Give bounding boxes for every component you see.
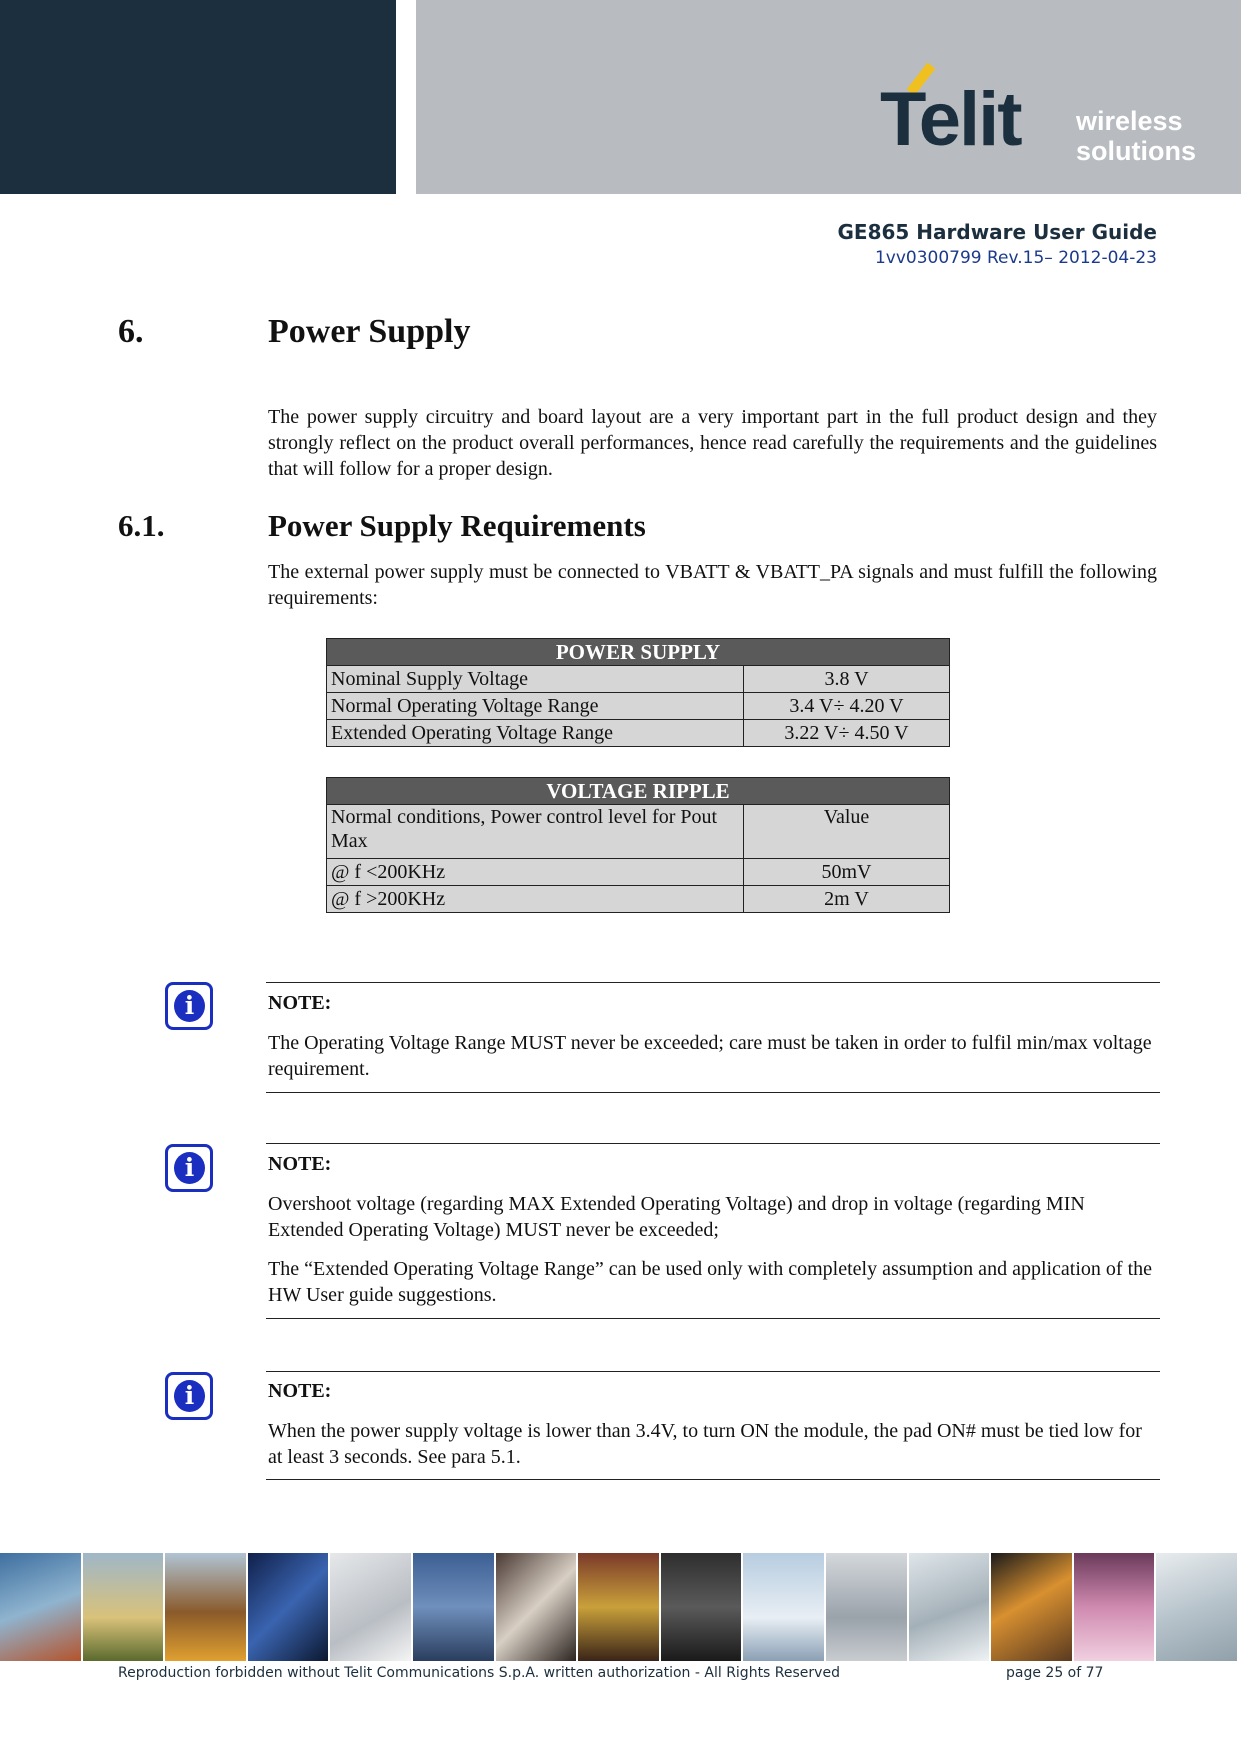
document-title: GE865 Hardware User Guide: [837, 220, 1157, 244]
voltage-ripple-table-header: VOLTAGE RIPPLE: [327, 778, 950, 805]
note-top-rule: [266, 982, 1160, 983]
footer-photo: [83, 1553, 164, 1661]
section-intro: The power supply circuitry and board layout are a very important part in the full product design and they strongly reflect on the product overall performances, hence read carefully the requirements and the guidelines that will follow for a proper design.: [268, 406, 1157, 480]
footer-photo: [661, 1553, 742, 1661]
table-cell-label: @ f >200KHz: [327, 886, 744, 913]
table-cell-value: 2m V: [744, 886, 950, 913]
table-cell-label: @ f <200KHz: [327, 859, 744, 886]
logo-tagline: [1076, 106, 1196, 166]
note-heading: NOTE:: [268, 1153, 332, 1175]
subsection-title: Power Supply Requirements: [268, 508, 646, 543]
footer-photo: [578, 1553, 659, 1661]
section-title: Power Supply: [268, 313, 471, 350]
info-icon: i: [165, 1144, 213, 1192]
table-cell-label: Normal conditions, Power control level for Pout Max: [327, 805, 744, 859]
footer-photo: [1074, 1553, 1155, 1661]
info-icon: i: [165, 1372, 213, 1420]
table-cell-value: 3.4 V÷ 4.20 V: [744, 693, 950, 720]
footer-photo: [330, 1553, 411, 1661]
logo-tagline-line-2: solutions: [1076, 136, 1196, 166]
footer-photo: [991, 1553, 1072, 1661]
table-cell-value: 50mV: [744, 859, 950, 886]
footer-page-number: page 25 of 77: [1006, 1665, 1104, 1681]
table-row: [327, 693, 950, 720]
footer-photo: [165, 1553, 246, 1661]
subsection-intro: The external power supply must be connected to VBATT & VBATT_PA signals and must fulfill the following requirements:: [268, 561, 1157, 609]
table-row: [327, 859, 950, 886]
footer-photo: [909, 1553, 990, 1661]
table-cell-value: Value: [744, 805, 950, 859]
note-top-rule: [266, 1143, 1160, 1144]
power-supply-table-header: POWER SUPPLY: [327, 639, 950, 666]
footer-copyright: Reproduction forbidden without Telit Communications S.p.A. written authorization - All Rights Reserved: [118, 1665, 840, 1681]
note-bottom-rule: [266, 1318, 1160, 1319]
table-row: [327, 886, 950, 913]
table-row: [327, 720, 950, 747]
table-cell-value: 3.22 V÷ 4.50 V: [744, 720, 950, 747]
note-heading: NOTE:: [268, 1380, 332, 1402]
table-cell-label: Nominal Supply Voltage: [327, 666, 744, 693]
table-cell-value: 3.8 V: [744, 666, 950, 693]
footer-photo: [413, 1553, 494, 1661]
note-text: The “Extended Operating Voltage Range” can be used only with completely assumption and application of the HW User guide suggestions.: [268, 1258, 1153, 1306]
table-cell-label: Extended Operating Voltage Range: [327, 720, 744, 747]
header-dark-panel: [0, 0, 396, 194]
footer-photo: [0, 1553, 81, 1661]
table-row: [327, 666, 950, 693]
document-revision: 1vv0300799 Rev.15– 2012-04-23: [874, 248, 1157, 268]
section-number: 6.: [118, 313, 144, 350]
logo-wordmark: Telit: [880, 77, 1021, 162]
note-text: Overshoot voltage (regarding MAX Extended Operating Voltage) and drop in voltage (regarding MIN Extended Operating Voltage) MUST never be exceeded;: [268, 1193, 1085, 1241]
footer-photo: [826, 1553, 907, 1661]
footer-photo: [248, 1553, 329, 1661]
telit-logo: [880, 62, 1210, 172]
logo-tagline-line-1: wireless: [1076, 106, 1183, 136]
note-top-rule: [266, 1371, 1160, 1372]
footer-photo: [1156, 1553, 1237, 1661]
note-heading: NOTE:: [268, 992, 332, 1014]
footer-photo: [496, 1553, 577, 1661]
footer-photo-strip: [0, 1553, 1237, 1661]
note-text: The Operating Voltage Range MUST never be exceeded; care must be taken in order to fulfil min/max voltage requirement.: [268, 1032, 1152, 1080]
note-bottom-rule: [266, 1092, 1160, 1093]
subsection-number: 6.1.: [118, 508, 165, 543]
power-supply-table: [326, 638, 950, 747]
table-cell-label: Normal Operating Voltage Range: [327, 693, 744, 720]
voltage-ripple-table: [326, 777, 950, 913]
note-text: When the power supply voltage is lower than 3.4V, to turn ON the module, the pad ON# must be tied low for at least 3 seconds. See para 5.1.: [268, 1420, 1142, 1468]
note-bottom-rule: [266, 1479, 1160, 1480]
footer-photo: [743, 1553, 824, 1661]
info-icon: i: [165, 982, 213, 1030]
table-row: [327, 805, 950, 859]
